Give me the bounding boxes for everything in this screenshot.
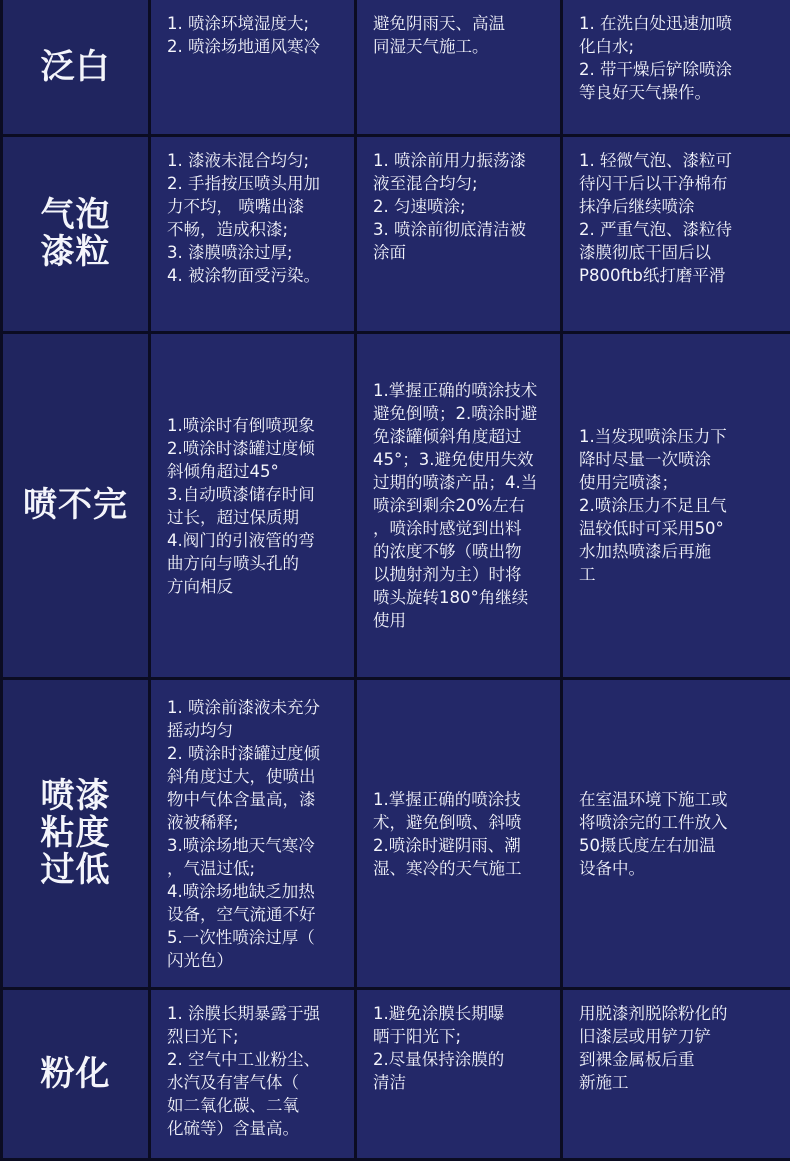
- cause-line: 物中气体含量高，漆: [167, 789, 316, 809]
- remedy-line: 将喷涂完的工件放入: [579, 812, 728, 832]
- remedy-line: 水加热喷漆后再施: [579, 542, 711, 561]
- remedy-line: 待闪干后以干净棉布: [579, 174, 728, 193]
- cause-line: 1.喷涂时有倒喷现象: [167, 415, 315, 435]
- prevention-line: 的浓度不够（喷出物: [373, 542, 522, 561]
- remedy-line: 新施工: [579, 1073, 629, 1092]
- prevention-cell: [357, 990, 560, 1158]
- cause-line: 方向相反: [167, 576, 233, 596]
- prevention-line: 1. 喷涂前用力振荡漆: [373, 151, 526, 170]
- cause-line: 4.阀门的引液管的弯: [167, 530, 315, 550]
- cause-line: 斜倾角超过45°: [167, 461, 279, 481]
- cause-line: 过长，超过保质期: [167, 507, 299, 527]
- prevention-line: 清洁: [373, 1073, 406, 1092]
- cause-line: 液被稀释;: [167, 812, 239, 832]
- prevention-line: 喷涂到剩余20%左右: [373, 496, 526, 515]
- prevention-cell: [357, 680, 560, 987]
- prevention-cell: [357, 137, 560, 331]
- remedy-line: 2. 带干燥后铲除喷涂: [579, 60, 732, 79]
- prevention-line: 2.喷涂时避阴雨、潮: [373, 835, 521, 855]
- cause-cell: [151, 990, 354, 1158]
- table-body: [3, 0, 790, 1158]
- cause-line: 1. 涂膜长期暴露于强: [167, 1004, 320, 1023]
- table-row: [3, 0, 790, 134]
- prevention-line: 使用: [373, 611, 406, 630]
- cause-line: 1. 喷涂前漆液未充分: [167, 697, 320, 717]
- cause-cell: [151, 0, 354, 134]
- cause-cell: [151, 137, 354, 331]
- cause-line: 1. 喷涂环境湿度大;: [167, 14, 310, 33]
- table-row: [3, 334, 790, 677]
- cause-cell: [151, 680, 354, 987]
- prevention-line: 避免倒喷；2.喷涂时避: [373, 404, 538, 423]
- cause-line: 摇动均匀: [167, 720, 233, 740]
- prevention-line: 同湿天气施工。: [373, 37, 489, 56]
- prevention-line: 术，避免倒喷、斜喷: [373, 812, 522, 832]
- table-row: [3, 990, 790, 1158]
- prevention-line: 湿、寒冷的天气施工: [373, 858, 522, 878]
- remedy-line: 漆膜彻底干固后以: [579, 243, 711, 262]
- prevention-line: 以抛射剂为主）时将: [373, 565, 522, 584]
- row-label: 粉化: [3, 990, 148, 1158]
- remedy-line: 到裸金属板后重: [579, 1050, 695, 1069]
- cause-line: 3.自动喷漆储存时间: [167, 484, 315, 504]
- prevention-line: 1.掌握正确的喷涂技术: [373, 381, 538, 400]
- prevention-line: 喷头旋转180°角继续: [373, 588, 529, 607]
- remedy-cell: [563, 334, 790, 677]
- remedy-line: 设备中。: [579, 858, 645, 878]
- remedy-line: 1. 轻微气泡、漆粒可: [579, 151, 732, 170]
- row-label: 气泡 漆粒: [3, 137, 148, 331]
- prevention-line: 晒于阳光下;: [373, 1027, 462, 1046]
- remedy-line: 抹净后继续喷涂: [579, 197, 695, 216]
- cause-line: 2. 喷涂时漆罐过度倾: [167, 743, 320, 763]
- cause-line: 4. 被涂物面受污染。: [167, 266, 320, 285]
- remedy-line: 旧漆层或用铲刀铲: [579, 1027, 711, 1046]
- remedy-cell: [563, 680, 790, 987]
- cause-line: 如二氧化碳、二氧: [167, 1096, 299, 1115]
- prevention-line: 3. 喷涂前彻底清洁被: [373, 220, 526, 239]
- cause-line: 2. 手指按压喷头用加: [167, 174, 320, 193]
- prevention-line: 免漆罐倾斜角度超过: [373, 427, 522, 446]
- cause-line: 3. 漆膜喷涂过厚;: [167, 243, 293, 262]
- cause-line: 2. 喷涂场地通风寒冷: [167, 37, 320, 56]
- remedy-line: 化白水;: [579, 37, 635, 56]
- prevention-line: 过期的喷漆产品；4.当: [373, 473, 538, 492]
- prevention-line: 液至混合均匀;: [373, 174, 478, 193]
- cause-line: 3.喷涂场地天气寒冷: [167, 835, 315, 855]
- cause-line: 2.喷涂时漆罐过度倾: [167, 438, 315, 458]
- remedy-line: 2. 严重气泡、漆粒待: [579, 220, 732, 239]
- remedy-line: 等良好天气操作。: [579, 83, 711, 102]
- cause-cell: [151, 334, 354, 677]
- remedy-cell: [563, 990, 790, 1158]
- table-row: [3, 680, 790, 987]
- remedy-line: 50摄氏度左右加温: [579, 835, 716, 855]
- prevention-line: 1.掌握正确的喷涂技: [373, 789, 521, 809]
- remedy-line: P800ftb纸打磨平滑: [579, 266, 726, 285]
- prevention-line: 2. 匀速喷涂;: [373, 197, 466, 216]
- prevention-line: 涂面: [373, 243, 406, 262]
- cause-line: 不畅，造成积漆;: [167, 220, 289, 239]
- remedy-line: 工: [579, 565, 596, 584]
- cause-line: 闪光色）: [167, 950, 233, 970]
- remedy-line: 使用完喷漆；: [579, 473, 678, 492]
- cause-line: 烈曰光下;: [167, 1027, 239, 1046]
- remedy-cell: [563, 0, 790, 134]
- cause-line: 2. 空气中工业粉尘、: [167, 1050, 320, 1069]
- prevention-cell: [357, 0, 560, 134]
- prevention-line: 避免阴雨天、高温: [373, 14, 505, 33]
- cause-line: 设备，空气流通不好: [167, 904, 316, 924]
- remedy-line: 2.喷涂压力不足且气: [579, 496, 727, 515]
- cause-line: 斜角度过大，使喷出: [167, 766, 316, 786]
- remedy-line: 1. 在洗白处迅速加喷: [579, 14, 732, 33]
- row-label: 喷不完: [3, 334, 148, 677]
- cause-line: 曲方向与喷头孔的: [167, 553, 299, 573]
- cause-line: 力不均， 喷嘴出漆: [167, 197, 305, 216]
- prevention-cell: [357, 334, 560, 677]
- prevention-line: ，喷涂时感觉到出料: [373, 519, 522, 538]
- prevention-line: 45°；3.避免使用失效: [373, 450, 534, 469]
- cause-line: 1. 漆液未混合均匀;: [167, 151, 310, 170]
- cause-line: ，气温过低;: [167, 858, 256, 878]
- remedy-line: 1.当发现喷涂压力下: [579, 427, 727, 446]
- prevention-line: 2.尽量保持涂膜的: [373, 1050, 505, 1069]
- cause-line: 4.喷涂场地缺乏加热: [167, 881, 315, 901]
- cause-line: 化硫等）含量高。: [167, 1119, 299, 1138]
- remedy-line: 降时尽量一次喷涂: [579, 450, 711, 469]
- cause-line: 5.一次性喷涂过厚（: [167, 927, 315, 947]
- remedy-line: 温较低时可采用50°: [579, 519, 724, 538]
- prevention-line: 1.避免涂膜长期曝: [373, 1004, 505, 1023]
- row-label: 泛白: [3, 0, 148, 134]
- remedy-line: 用脱漆剂脱除粉化的: [579, 1004, 728, 1023]
- table-row: [3, 137, 790, 331]
- cause-line: 水汽及有害气体（: [167, 1073, 299, 1092]
- row-label: 喷漆 粘度 过低: [3, 680, 148, 987]
- remedy-cell: [563, 137, 790, 331]
- remedy-line: 在室温环境下施工或: [579, 789, 728, 809]
